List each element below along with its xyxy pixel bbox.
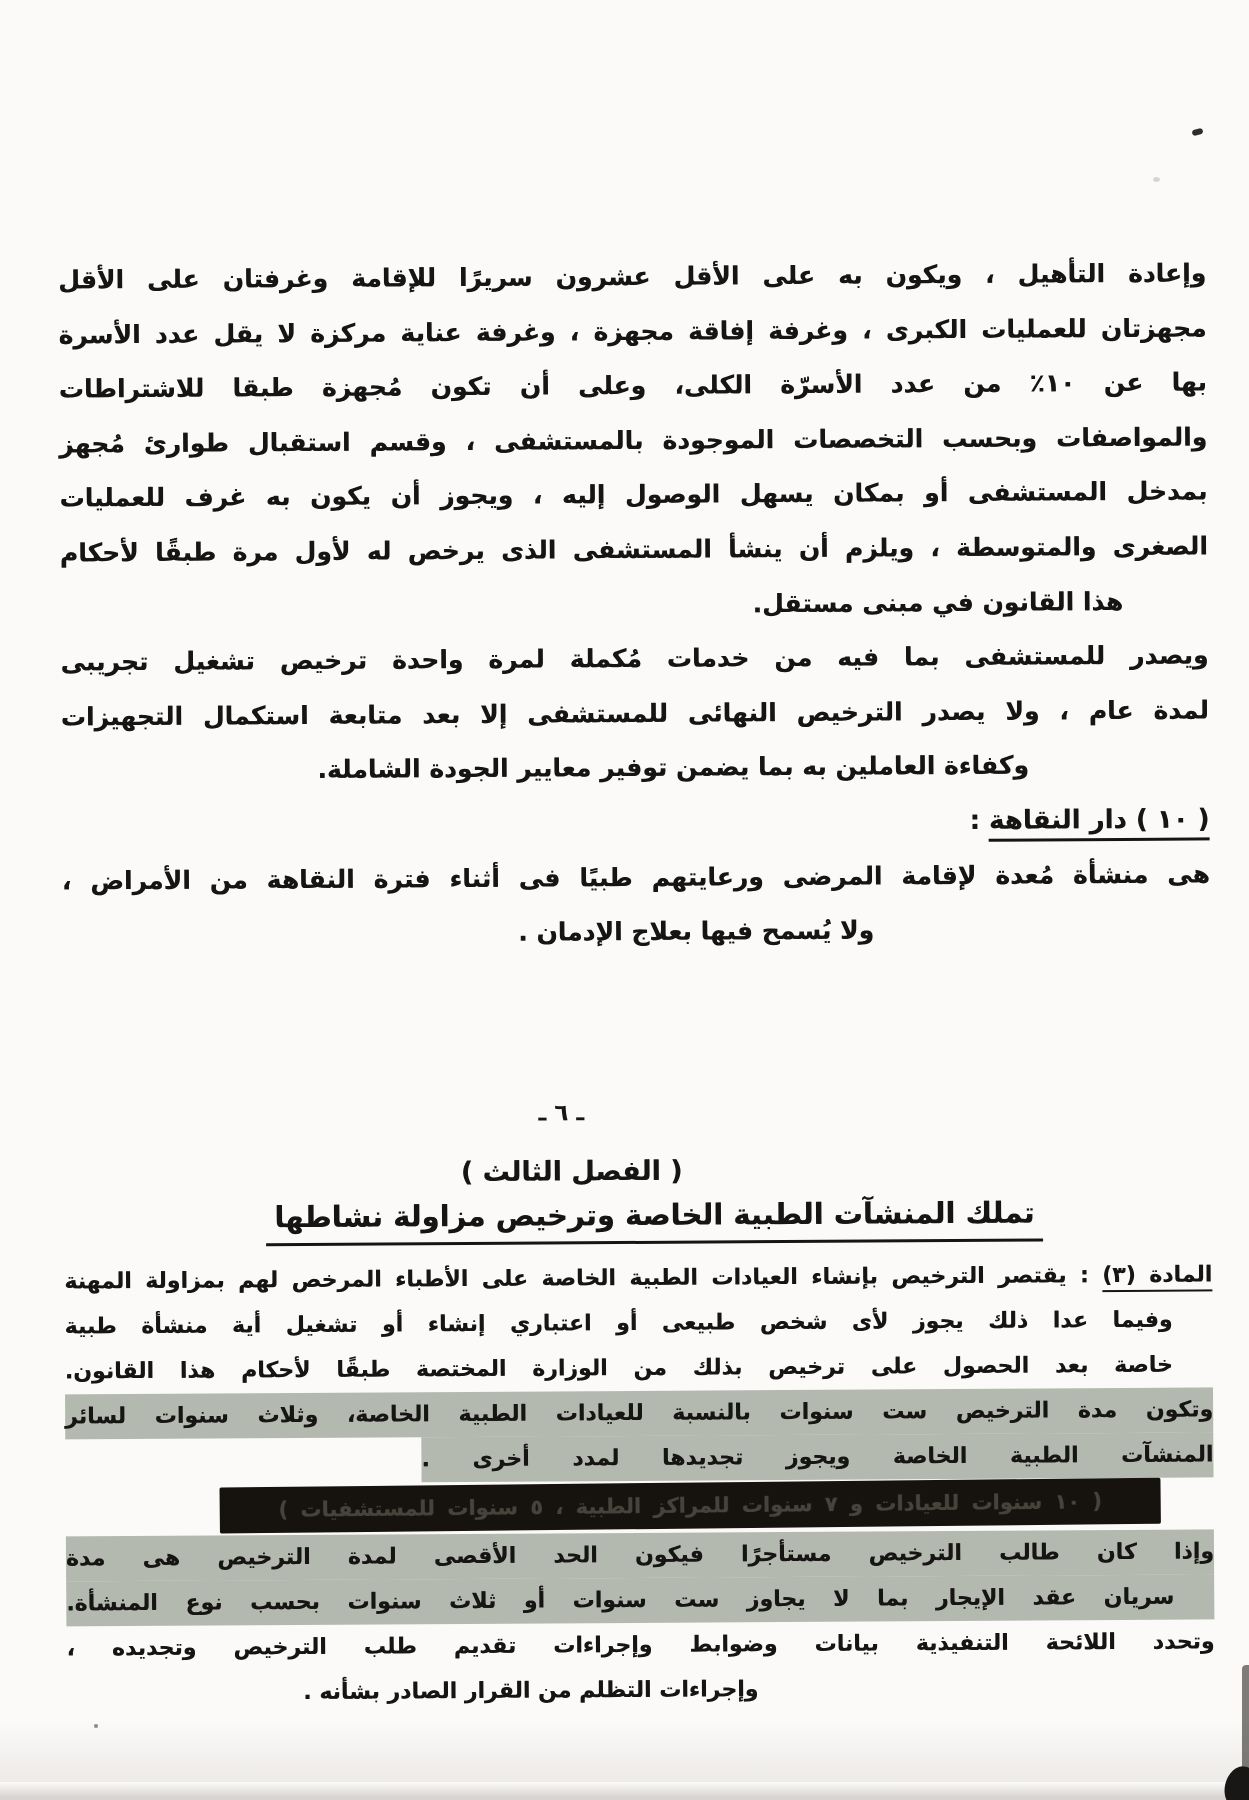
highlighted-line-row <box>65 1432 1213 1484</box>
highlighted-line: وإذا كان طالب الترخيص مستأجرًا فيكون الحد الأقصى لمدة الترخيص هى مدة <box>66 1529 1214 1581</box>
highlighted-line: المنشآت الطبية الخاصة ويجوز تجديدها لمدد أخرى . <box>421 1432 1213 1482</box>
text-line: وكفاءة العاملين به بما يضمن توفير معايير الجودة الشاملة. <box>317 750 1030 785</box>
text-line: وإجراءات التظلم من القرار الصادر بشأنه . <box>303 1677 759 1705</box>
text-line: هى منشأة مُعدة لإقامة المرضى ورعايتهم طبيًا فى أثناء فترة النقاهة من الأمراض ، <box>61 858 1210 895</box>
highlighted-line: سريان عقد الإيجار بما لا يجاوز ست سنوات أو ثلاث سنوات بحسب نوع المنشأة. <box>66 1574 1214 1626</box>
text-line: وتحدد اللائحة التنفيذية بيانات وضوابط وإجراءات تقديم طلب الترخيص وتجديده ، <box>66 1629 1215 1662</box>
section-title: تملك المنشآت الطبية الخاصة وترخيص مزاولة نشاطها <box>266 1195 1043 1246</box>
definition-heading <box>61 792 1209 854</box>
text-line: الصغرى والمتوسطة ، ويلزم أن ينشأ المستشفى الذى يرخص له لأول مرة طبقًا لأحكام <box>59 531 1208 568</box>
redaction-row <box>66 1477 1214 1536</box>
scan-edge-shading <box>0 1782 1249 1800</box>
text-line: خاصة بعد الحصول على ترخيص بذلك من الوزارة المختصة طبقًا لأحكام هذا القانون. <box>64 1352 1173 1385</box>
definition-title: دار النقاهة <box>988 804 1127 836</box>
redacted-text: ( ١٠ سنوات للعيادات و ٧ سنوات للمراكز الطبية ، ٥ سنوات للمستشفيات ) <box>278 1488 1103 1522</box>
text-line: مجهزتان للعمليات الكبرى ، وغرفة إفاقة مجهزة ، وغرفة عناية مركزة لا يقل عدد الأسرة <box>58 313 1207 350</box>
article-label-colon: : <box>1066 1263 1103 1289</box>
page-number: ـ ٦ ـ <box>538 1100 585 1127</box>
definition-number: ( ١٠ ) <box>1126 804 1210 835</box>
article-first-line <box>64 1252 1212 1304</box>
text-line: وإعادة التأهيل ، ويكون به على الأقل عشرون سريرًا للإقامة وغرفتان على الأقل <box>58 258 1207 295</box>
definition-colon: : <box>969 805 990 836</box>
text-line: لمدة عام ، ولا يصدر الترخيص النهائى للمستشفى إلا بعد متابعة استكمال التجهيزات <box>60 695 1209 732</box>
definition-heading-underlined <box>989 804 1210 841</box>
article-label: المادة (٣) <box>1102 1262 1212 1292</box>
article-block <box>64 1252 1215 1716</box>
text-line: بمدخل المستشفى أو بمكان يسهل الوصول إليه ، ويجوز أن يكون به غرف للعمليات <box>59 476 1208 513</box>
text-line: بها عن ١٠٪ من عدد الأسرّة الكلى، وعلى أن تكون مُجهزة طبقا للاشتراطات <box>58 367 1207 404</box>
text-line: ويصدر للمستشفى بما فيه من خدمات مُكملة لمرة واحدة ترخيص تشغيل تجريبى <box>60 640 1209 677</box>
article-text: يقتصر الترخيص بإنشاء العيادات الطبية الخاصة على الأطباء المرخص لهم بمزاولة المهنة <box>64 1263 1067 1295</box>
text-line: وفيما عدا ذلك يجوز لأى شخص طبيعى أو اعتباري إنشاء أو تشغيل أية منشأة طبية <box>64 1307 1173 1340</box>
text-line: هذا القانون في مبنى مستقل. <box>752 586 1124 618</box>
text-line: والمواصفات وبحسب التخصصات الموجودة بالمستشفى ، وقسم استقبال طوارئ مُجهز <box>59 422 1208 459</box>
section-title-row <box>30 1194 1249 1248</box>
text-line: ولا يُسمح فيها بعلاج الإدمان . <box>518 915 875 947</box>
highlighted-line: وتكون مدة الترخيص ست سنوات بالنسبة للعيادات الطبية الخاصة، وثلاث سنوات لسائر <box>65 1387 1213 1439</box>
scan-edge-shading <box>0 1722 1249 1782</box>
scan-artifact-speck <box>1153 177 1160 182</box>
redaction-bar <box>219 1478 1160 1534</box>
chapter-heading: ( الفصل الثالث ) <box>460 1155 683 1189</box>
definitions-block <box>58 246 1210 963</box>
